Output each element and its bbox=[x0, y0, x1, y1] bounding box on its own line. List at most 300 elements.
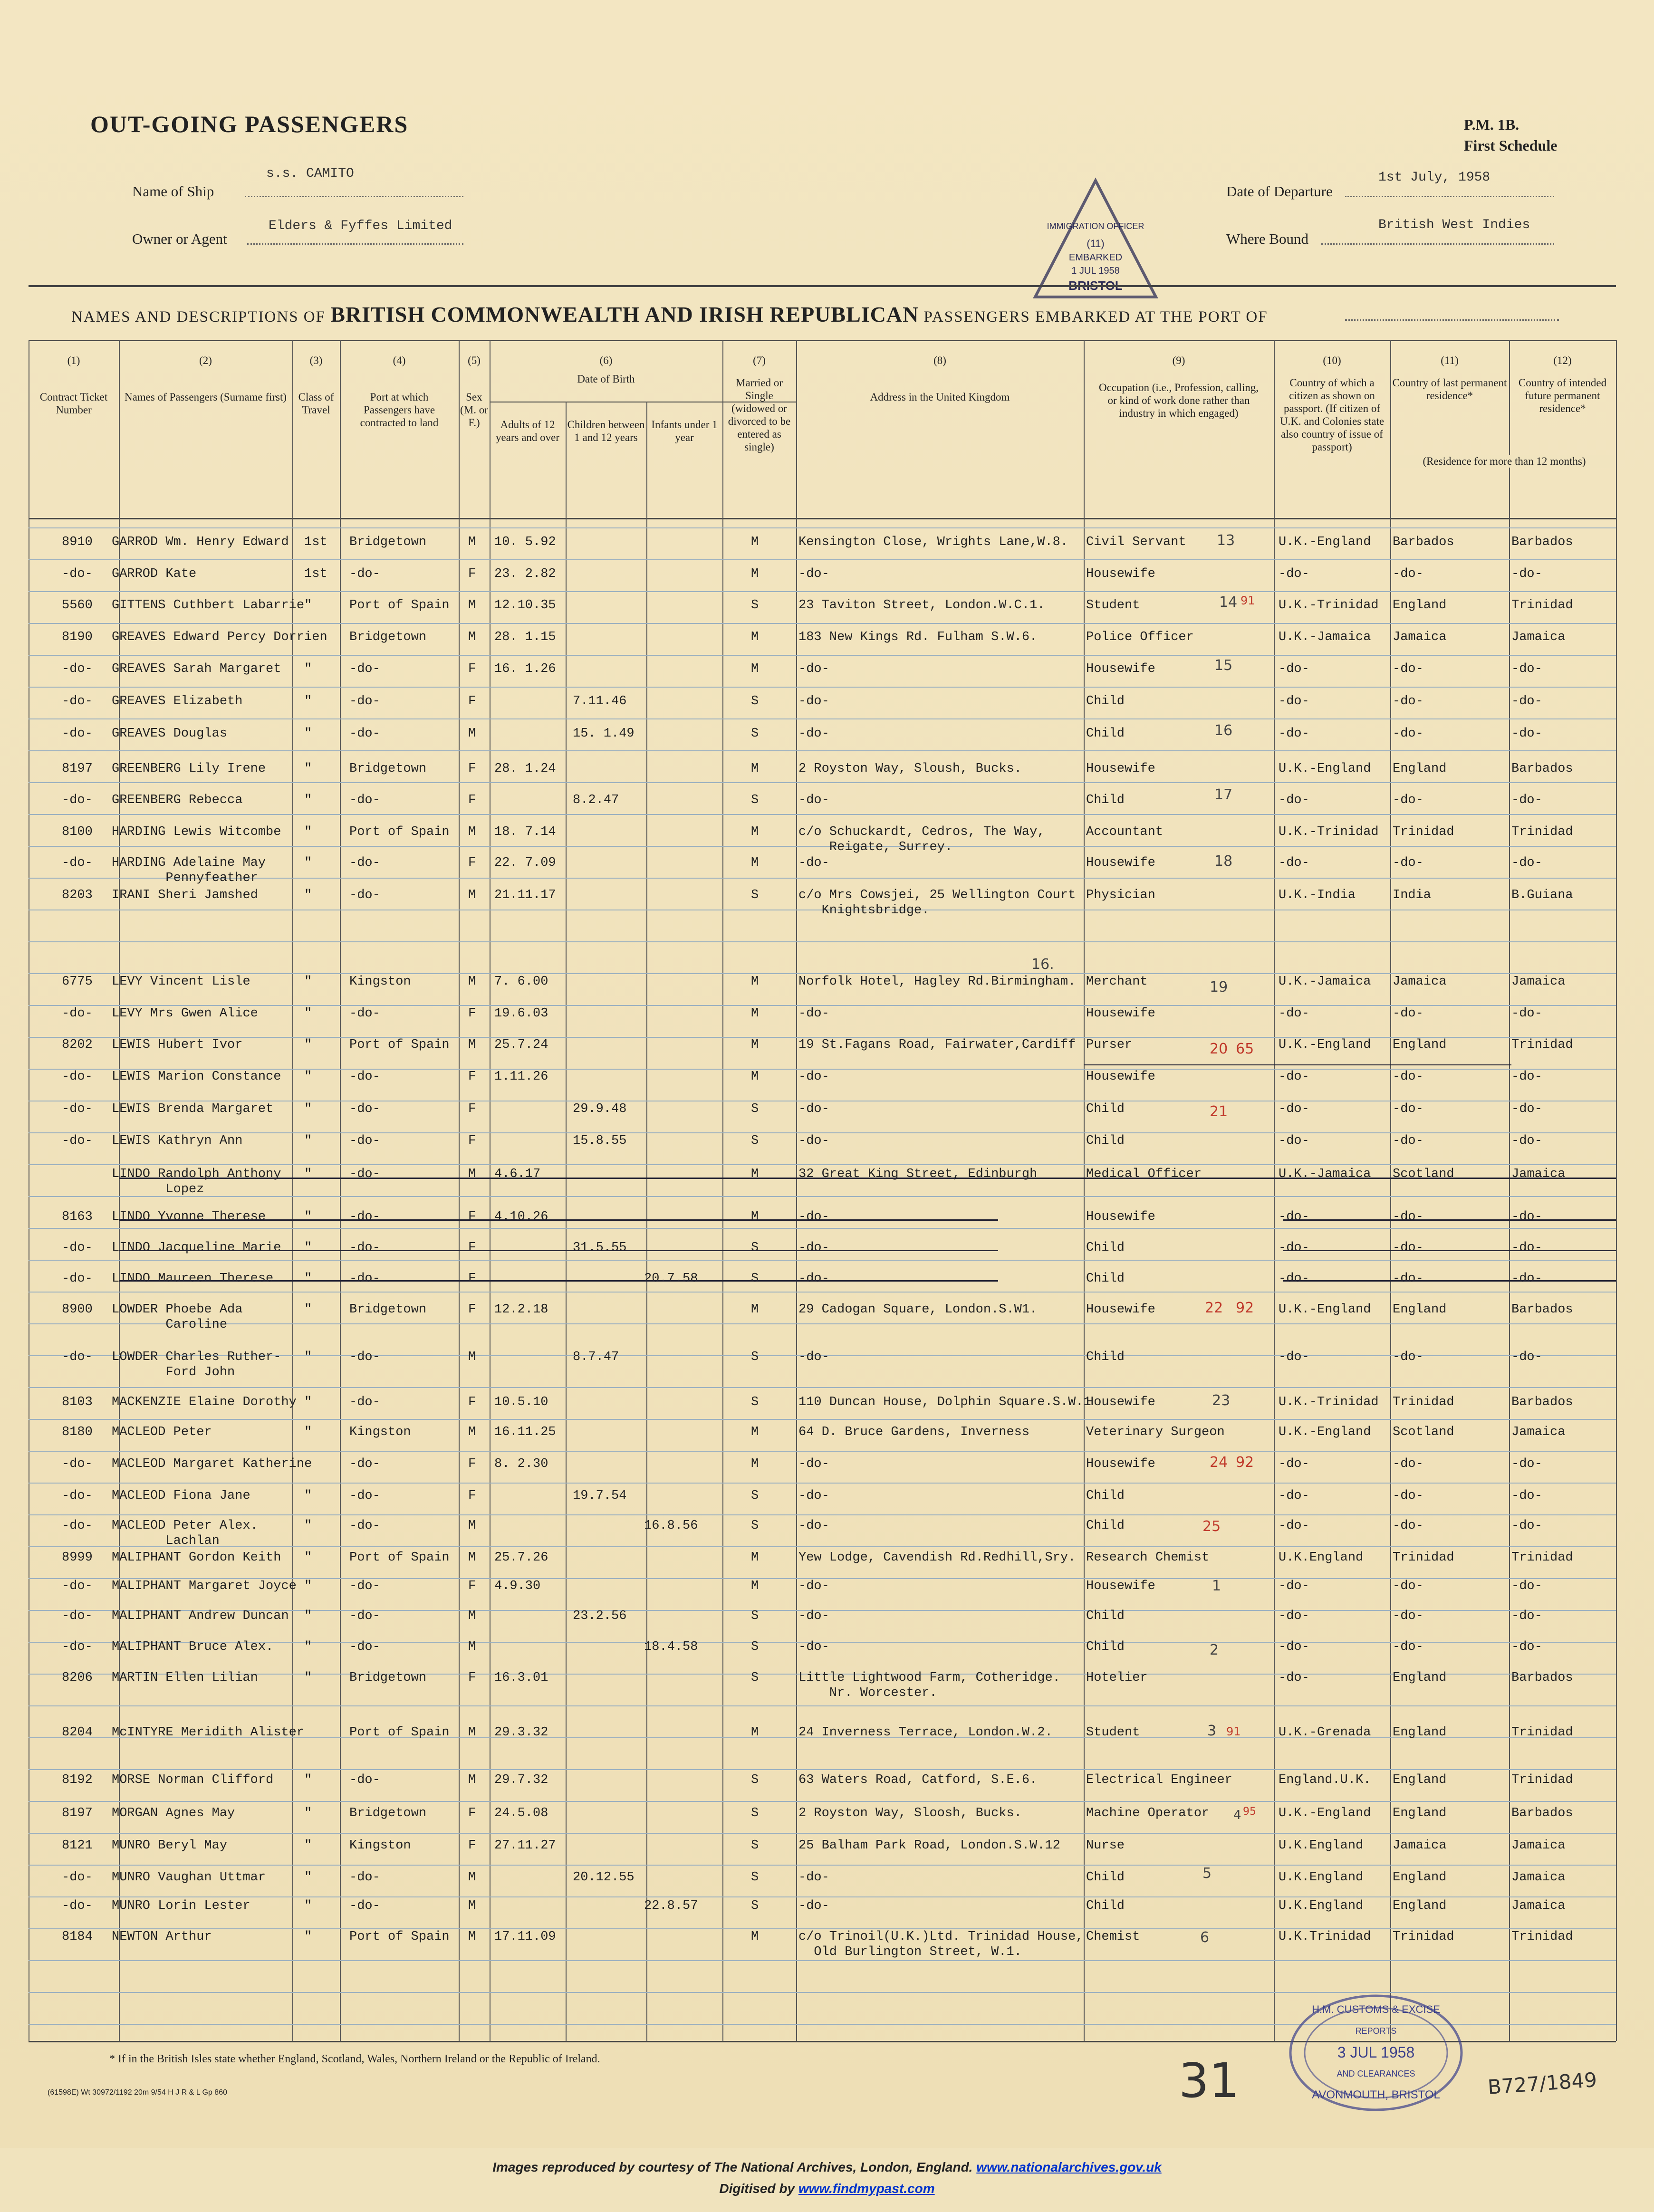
cell-occ: Accountant bbox=[1086, 825, 1164, 839]
cell-name: GREAVES Elizabeth bbox=[112, 694, 243, 709]
cell-ticket: -do- bbox=[62, 1070, 93, 1084]
cell-last: Trinidad bbox=[1393, 1930, 1454, 1944]
cell-ticket: 8103 bbox=[62, 1395, 93, 1409]
strike-line bbox=[1283, 1219, 1616, 1221]
cell-fut: -do- bbox=[1511, 1272, 1542, 1286]
ruled-line bbox=[29, 623, 1616, 624]
cell-occ: Child bbox=[1086, 1899, 1125, 1913]
cell-fut: -do- bbox=[1511, 1489, 1542, 1503]
cell-ms: S bbox=[751, 793, 759, 807]
cell-name: MALIPHANT Margaret Joyce bbox=[112, 1579, 297, 1593]
cell-name: LINDO Jacqueline Marie bbox=[112, 1241, 281, 1255]
annotation-number: 92 bbox=[1236, 1300, 1254, 1316]
annotation-number: 95 bbox=[1243, 1806, 1256, 1818]
cell-cit: U.K.-Jamaica bbox=[1279, 1167, 1371, 1181]
cell-occ: Housewife bbox=[1086, 762, 1155, 776]
cell-name: MALIPHANT Andrew Duncan bbox=[112, 1609, 289, 1623]
port-dotted-line bbox=[1345, 319, 1559, 321]
cell-last: -do- bbox=[1393, 1134, 1423, 1148]
cell-fut: -do- bbox=[1511, 856, 1542, 870]
annotation-number: 1 bbox=[1212, 1578, 1221, 1594]
cell-cit: -do- bbox=[1279, 1070, 1309, 1084]
cell-ms: M bbox=[751, 825, 759, 839]
cell-ms: S bbox=[751, 1640, 759, 1654]
annotation-number: 24 bbox=[1210, 1454, 1228, 1471]
cell-infant: 20.7.58 bbox=[644, 1272, 698, 1286]
immigration-stamp-port: BRISTOL bbox=[1068, 278, 1123, 293]
cell-ticket: 8202 bbox=[62, 1038, 93, 1052]
cell-port: Port of Spain bbox=[349, 1930, 450, 1944]
cell-cit: U.K.-Jamaica bbox=[1279, 975, 1371, 989]
cell-addr: -do- bbox=[798, 727, 829, 741]
cell-addr: 32 Great King Street, Edinburgh bbox=[798, 1167, 1038, 1181]
cell-occ: Housewife bbox=[1086, 1006, 1155, 1021]
cell-cit: -do- bbox=[1279, 727, 1309, 741]
cell-cls: " bbox=[304, 662, 312, 676]
cell-occ: Child bbox=[1086, 727, 1125, 741]
cell-cls: " bbox=[304, 1006, 312, 1021]
strike-line bbox=[119, 1250, 998, 1251]
annotation-number: 23 bbox=[1212, 1392, 1231, 1409]
cell-last: England bbox=[1393, 1806, 1447, 1820]
cell-cls: " bbox=[304, 1579, 312, 1593]
cell-cls: " bbox=[304, 1671, 312, 1685]
cell-fut: -do- bbox=[1511, 1609, 1542, 1623]
cell-ms: M bbox=[751, 856, 759, 870]
cell-last: -do- bbox=[1393, 1006, 1423, 1021]
ruled-line bbox=[29, 1801, 1616, 1802]
cell-port: Port of Spain bbox=[349, 1551, 450, 1565]
cell-name: MACLEOD Fiona Jane bbox=[112, 1489, 250, 1503]
cell-name: McINTYRE Meridith Alister bbox=[112, 1725, 305, 1740]
ruled-line bbox=[29, 1228, 1616, 1229]
cell-name: MACLEOD Peter Alex. Lachlan bbox=[112, 1519, 258, 1548]
cell-occ: Merchant bbox=[1086, 975, 1148, 989]
cell-port: -do- bbox=[349, 1519, 380, 1533]
cell-adult: 4.9.30 bbox=[494, 1579, 541, 1593]
cell-addr: Little Lightwood Farm, Cotheridge. Nr. Worcester. bbox=[798, 1671, 1060, 1700]
cell-port: Kingston bbox=[349, 1839, 411, 1853]
cell-cit: U.K.England bbox=[1279, 1839, 1364, 1853]
cell-ms: M bbox=[751, 1006, 759, 1021]
cell-port: Bridgetown bbox=[349, 762, 427, 776]
cell-name: MUNRO Lorin Lester bbox=[112, 1899, 250, 1913]
cell-last: England bbox=[1393, 1870, 1447, 1885]
cell-fut: Barbados bbox=[1511, 1671, 1573, 1685]
cell-sex: F bbox=[468, 1302, 476, 1317]
cell-ticket: -do- bbox=[62, 856, 93, 870]
cell-last: -do- bbox=[1393, 1272, 1423, 1286]
cell-last: Barbados bbox=[1393, 535, 1454, 549]
cell-ticket: 8184 bbox=[62, 1930, 93, 1944]
form-title: OUT-GOING PASSENGERS bbox=[90, 111, 409, 137]
cell-cit: -do- bbox=[1279, 1134, 1309, 1148]
owner-value: Elders & Fyffes Limited bbox=[269, 219, 452, 233]
cell-name: MORGAN Agnes May bbox=[112, 1806, 235, 1820]
cell-ms: S bbox=[751, 1241, 759, 1255]
cell-fut: Jamaica bbox=[1511, 1167, 1566, 1181]
cell-adult: 7. 6.00 bbox=[494, 975, 548, 989]
cell-addr: -do- bbox=[798, 1609, 829, 1623]
cell-ms: S bbox=[751, 1272, 759, 1286]
cell-cls: " bbox=[304, 1302, 312, 1317]
cell-ms: S bbox=[751, 1899, 759, 1913]
annotation-number: 15 bbox=[1214, 657, 1233, 674]
cell-name: GITTENS Cuthbert Labarrie bbox=[112, 598, 305, 613]
cell-fut: Jamaica bbox=[1511, 1425, 1566, 1439]
cell-cls: " bbox=[304, 1519, 312, 1533]
cell-child: 31.5.55 bbox=[573, 1241, 627, 1255]
cell-adult: 10.5.10 bbox=[494, 1395, 548, 1409]
cell-fut: -do- bbox=[1511, 662, 1542, 676]
cell-cit: -do- bbox=[1279, 1210, 1309, 1224]
cell-port: Port of Spain bbox=[349, 1725, 450, 1740]
cell-fut: -do- bbox=[1511, 1640, 1542, 1654]
cell-cit: U.K.-England bbox=[1279, 1302, 1371, 1317]
cell-occ: Chemist bbox=[1086, 1930, 1140, 1944]
cell-last: -do- bbox=[1393, 1350, 1423, 1364]
ruled-line bbox=[29, 1260, 1616, 1261]
departure-value: 1st July, 1958 bbox=[1378, 170, 1491, 185]
cell-name: LEWIS Hubert Ivor bbox=[112, 1038, 243, 1052]
cell-cls: " bbox=[304, 1134, 312, 1148]
owner-label: Owner or Agent bbox=[132, 230, 227, 247]
cell-ticket: 8197 bbox=[62, 1806, 93, 1820]
cell-adult: 24.5.08 bbox=[494, 1806, 548, 1820]
cell-ticket: 8197 bbox=[62, 762, 93, 776]
cell-last: -do- bbox=[1393, 1519, 1423, 1533]
cell-occ: Veterinary Surgeon bbox=[1086, 1425, 1225, 1439]
immigration-stamp-number: (11) bbox=[1087, 238, 1105, 249]
cell-sex: F bbox=[468, 1395, 476, 1409]
cell-name: LEWIS Brenda Margaret bbox=[112, 1102, 274, 1116]
cell-name: GREAVES Edward Percy Dorrien bbox=[112, 630, 327, 644]
cell-sex: M bbox=[468, 1038, 476, 1052]
cell-ms: S bbox=[751, 1609, 759, 1623]
annotation-number: 13 bbox=[1217, 532, 1235, 549]
cell-sex: F bbox=[468, 1671, 476, 1685]
reference-number: B727/1849 bbox=[1487, 2068, 1598, 2099]
cell-fut: Jamaica bbox=[1511, 975, 1566, 989]
cell-addr: 29 Cadogan Square, London.S.W1. bbox=[798, 1302, 1038, 1317]
col-header-adults: Adults of 12 years and over bbox=[495, 419, 560, 443]
cell-last: England bbox=[1393, 1038, 1447, 1052]
col-header-sex: (5) Sex (M. or F.) bbox=[460, 354, 488, 429]
cell-occ: Child bbox=[1086, 1134, 1125, 1148]
cell-ms: S bbox=[751, 1671, 759, 1685]
cell-name: LEVY Vincent Lisle bbox=[112, 975, 250, 989]
cell-port: Bridgetown bbox=[349, 1671, 427, 1685]
cell-name: MACLEOD Peter bbox=[112, 1425, 212, 1439]
cell-adult: 28. 1.15 bbox=[494, 630, 556, 644]
annotation-number: 91 bbox=[1226, 1725, 1241, 1738]
cell-cls: " bbox=[304, 1070, 312, 1084]
cell-addr: -do- bbox=[798, 694, 829, 709]
cell-sex: F bbox=[468, 762, 476, 776]
cell-port: -do- bbox=[349, 1102, 380, 1116]
cell-occ: Nurse bbox=[1086, 1839, 1125, 1853]
cell-ms: S bbox=[751, 1773, 759, 1787]
cell-adult: 16.3.01 bbox=[494, 1671, 548, 1685]
cell-addr: -do- bbox=[798, 1489, 829, 1503]
col-header-occupation: (9) Occupation (i.e., Profession, calling, or kind of work done rather than industry in which engaged) bbox=[1099, 354, 1259, 419]
cell-fut: -do- bbox=[1511, 727, 1542, 741]
cell-adult: 1.11.26 bbox=[494, 1070, 548, 1084]
cell-adult: 16. 1.26 bbox=[494, 662, 556, 676]
cell-last: Jamaica bbox=[1393, 975, 1447, 989]
col-header-name: (2) Names of Passengers (Surname first) bbox=[124, 354, 287, 403]
cell-last: Trinidad bbox=[1393, 1395, 1454, 1409]
cell-occ: Hotelier bbox=[1086, 1671, 1148, 1685]
cell-occ: Housewife bbox=[1086, 662, 1155, 676]
cell-sex: F bbox=[468, 1457, 476, 1471]
cell-name: GREAVES Douglas bbox=[112, 727, 228, 741]
ruled-line bbox=[29, 1292, 1616, 1293]
national-archives-link[interactable]: www.nationalarchives.gov.uk bbox=[976, 2160, 1162, 2174]
cell-ms: M bbox=[751, 1551, 759, 1565]
cell-port: -do- bbox=[349, 793, 380, 807]
ruled-line bbox=[29, 1546, 1616, 1547]
cell-ms: S bbox=[751, 1519, 759, 1533]
cell-name: GREENBERG Rebecca bbox=[112, 793, 243, 807]
cell-ms: S bbox=[751, 1134, 759, 1148]
annotation-number: 18 bbox=[1214, 853, 1233, 870]
cell-sex: M bbox=[468, 1870, 476, 1885]
cell-cls: " bbox=[304, 1241, 312, 1255]
form-code-text: P.M. 1B. bbox=[1464, 116, 1519, 133]
cell-name: MORSE Norman Clifford bbox=[112, 1773, 274, 1787]
cell-sex: F bbox=[468, 567, 476, 581]
cell-addr: -do- bbox=[798, 1210, 829, 1224]
cell-ms: M bbox=[751, 567, 759, 581]
cell-occ: Child bbox=[1086, 694, 1125, 709]
cell-port: -do- bbox=[349, 727, 380, 741]
cell-ticket: -do- bbox=[62, 1609, 93, 1623]
ruled-line bbox=[29, 1833, 1616, 1834]
cell-cls: " bbox=[304, 825, 312, 839]
cell-child: 19.7.54 bbox=[573, 1489, 627, 1503]
credit-line-2 bbox=[0, 2181, 1654, 2196]
cell-name: MACLEOD Margaret Katherine bbox=[112, 1457, 312, 1471]
cell-occ: Child bbox=[1086, 1272, 1125, 1286]
cell-name: HARDING Adelaine May Pennyfeather bbox=[112, 856, 266, 885]
ruled-line bbox=[29, 814, 1616, 815]
ruled-line bbox=[29, 1419, 1616, 1420]
cell-adult: 12.2.18 bbox=[494, 1302, 548, 1317]
cell-occ: Child bbox=[1086, 1519, 1125, 1533]
cell-cit: -do- bbox=[1279, 1350, 1309, 1364]
annotation-number: 16 bbox=[1214, 722, 1233, 739]
cell-port: -do- bbox=[349, 1489, 380, 1503]
cell-name: LOWDER Phoebe Ada Caroline bbox=[112, 1302, 243, 1332]
cell-occ: Child bbox=[1086, 1609, 1125, 1623]
cell-ms: S bbox=[751, 1870, 759, 1885]
cell-cls: " bbox=[304, 1839, 312, 1853]
cell-cit: -do- bbox=[1279, 694, 1309, 709]
cell-ms: M bbox=[751, 1579, 759, 1593]
cell-cit: U.K.-Grenada bbox=[1279, 1725, 1371, 1740]
cell-cit: -do- bbox=[1279, 1640, 1309, 1654]
departure-label: Date of Departure bbox=[1226, 183, 1333, 200]
customs-stamp-date: 3 JUL 1958 bbox=[1337, 2044, 1415, 2061]
cell-sex: M bbox=[468, 1350, 476, 1364]
cell-port: Port of Spain bbox=[349, 598, 450, 613]
cell-port: -do- bbox=[349, 1272, 380, 1286]
cell-cit: U.K.-England bbox=[1279, 1425, 1371, 1439]
cell-sex: M bbox=[468, 975, 476, 989]
cell-occ: Student bbox=[1086, 598, 1140, 613]
cell-addr: -do- bbox=[798, 1350, 829, 1364]
cell-port: -do- bbox=[349, 1457, 380, 1471]
cell-occ: Child bbox=[1086, 1350, 1125, 1364]
cell-addr: 23 Taviton Street, London.W.C.1. bbox=[798, 598, 1045, 613]
cell-port: -do- bbox=[349, 1210, 380, 1224]
cell-sex: F bbox=[468, 1272, 476, 1286]
cell-sex: M bbox=[468, 825, 476, 839]
cell-ticket: 8206 bbox=[62, 1671, 93, 1685]
cell-name: MALIPHANT Bruce Alex. bbox=[112, 1640, 274, 1654]
cell-adult: 18. 7.14 bbox=[494, 825, 556, 839]
cell-ticket: -do- bbox=[62, 694, 93, 709]
cell-fut: Trinidad bbox=[1511, 1551, 1573, 1565]
cell-name: LEWIS Kathryn Ann bbox=[112, 1134, 243, 1148]
cell-addr: c/o Trinoil(U.K.)Ltd. Trinidad House, Old Burlington Street, W.1. bbox=[798, 1930, 1084, 1959]
cell-ms: M bbox=[751, 630, 759, 644]
cell-fut: -do- bbox=[1511, 1350, 1542, 1364]
ruled-line bbox=[29, 1865, 1616, 1866]
cell-last: -do- bbox=[1393, 1102, 1423, 1116]
cell-port: Port of Spain bbox=[349, 825, 450, 839]
cell-last: Jamaica bbox=[1393, 630, 1447, 644]
residence-note: (Residence for more than 12 months) bbox=[1395, 455, 1614, 468]
annotation-number: 19 bbox=[1210, 979, 1228, 996]
cell-adult: 29.3.32 bbox=[494, 1725, 548, 1740]
heading-bold: BRITISH COMMONWEALTH AND IRISH REPUBLICAN bbox=[330, 302, 919, 326]
annotation-number: 14 bbox=[1219, 594, 1238, 611]
cell-ms: M bbox=[751, 1425, 759, 1439]
cell-addr: Norfolk Hotel, Hagley Rd.Birmingham. bbox=[798, 975, 1076, 989]
annotation-number: 91 bbox=[1240, 594, 1255, 607]
cell-addr: 110 Duncan House, Dolphin Square.S.W.1 bbox=[798, 1395, 1091, 1409]
customs-stamp-port: AVONMOUTH, BRISTOL bbox=[1312, 2088, 1440, 2101]
cell-cls: " bbox=[304, 1806, 312, 1820]
cell-ticket: 8203 bbox=[62, 888, 93, 902]
cell-ms: S bbox=[751, 1350, 759, 1364]
cell-cls: " bbox=[304, 793, 312, 807]
cell-port: -do- bbox=[349, 1070, 380, 1084]
cell-last: -do- bbox=[1393, 1210, 1423, 1224]
annotation-number: 5 bbox=[1202, 1865, 1212, 1882]
cell-port: Port of Spain bbox=[349, 1038, 450, 1052]
annotation-number: 20 bbox=[1210, 1041, 1228, 1057]
col-header-married: (7) Married or Single (widowed or divorced to be entered as single) bbox=[728, 354, 791, 453]
cell-occ: Housewife bbox=[1086, 567, 1155, 581]
cell-port: -do- bbox=[349, 662, 380, 676]
cell-name: LOWDER Charles Ruther- Ford John bbox=[112, 1350, 281, 1379]
cell-addr: 2 Royston Way, Sloush, Bucks. bbox=[798, 762, 1022, 776]
cell-adult: 23. 2.82 bbox=[494, 567, 556, 581]
annotation-number: 65 bbox=[1236, 1041, 1254, 1057]
cell-fut: Barbados bbox=[1511, 762, 1573, 776]
cell-name: MALIPHANT Gordon Keith bbox=[112, 1551, 281, 1565]
cell-cit: -do- bbox=[1279, 1006, 1309, 1021]
cell-ms: M bbox=[751, 1930, 759, 1944]
cell-addr: -do- bbox=[798, 1102, 829, 1116]
cell-cit: U.K.England bbox=[1279, 1899, 1364, 1913]
cell-name: GREAVES Sarah Margaret bbox=[112, 662, 281, 676]
cell-addr: -do- bbox=[798, 1519, 829, 1533]
cell-ticket: -do- bbox=[62, 1899, 93, 1913]
cell-port: -do- bbox=[349, 1241, 380, 1255]
cell-port: -do- bbox=[349, 1870, 380, 1885]
cell-sex: M bbox=[468, 1725, 476, 1740]
cell-port: Kingston bbox=[349, 975, 411, 989]
form-code bbox=[1464, 114, 1557, 156]
strike-line bbox=[1084, 1064, 1511, 1065]
col-divider bbox=[1616, 340, 1617, 2041]
cell-port: -do- bbox=[349, 1899, 380, 1913]
cell-cls: " bbox=[304, 1870, 312, 1885]
cell-fut: -do- bbox=[1511, 1579, 1542, 1593]
cell-last: -do- bbox=[1393, 662, 1423, 676]
cell-ms: M bbox=[751, 1038, 759, 1052]
cell-cls: " bbox=[304, 1489, 312, 1503]
cell-ms: S bbox=[751, 727, 759, 741]
annotation-number: 21 bbox=[1210, 1103, 1228, 1120]
cell-ticket: -do- bbox=[62, 793, 93, 807]
cell-sex: F bbox=[468, 1210, 476, 1224]
cell-sex: M bbox=[468, 535, 476, 549]
cell-name: LEWIS Marion Constance bbox=[112, 1070, 281, 1084]
cell-cit: -do- bbox=[1279, 1609, 1309, 1623]
header-rule bbox=[29, 285, 1616, 287]
cell-ms: S bbox=[751, 1839, 759, 1853]
cell-occ: Police Officer bbox=[1086, 630, 1194, 644]
cell-ticket: 8100 bbox=[62, 825, 93, 839]
cell-last: -do- bbox=[1393, 727, 1423, 741]
table-top-rule bbox=[29, 340, 1616, 341]
cell-last: -do- bbox=[1393, 793, 1423, 807]
cell-ms: S bbox=[751, 888, 759, 902]
annotation-number: 6 bbox=[1200, 1929, 1210, 1946]
cell-cit: U.K.-Trinidad bbox=[1279, 1395, 1379, 1409]
col-header-class: (3) Class of Travel bbox=[298, 354, 334, 416]
cell-addr: Yew Lodge, Cavendish Rd.Redhill,Sry. bbox=[798, 1551, 1076, 1565]
cell-sex: M bbox=[468, 888, 476, 902]
cell-fut: -do- bbox=[1511, 694, 1542, 709]
cell-addr: -do- bbox=[798, 1899, 829, 1913]
cell-last: -do- bbox=[1393, 1609, 1423, 1623]
cell-cls: " bbox=[304, 888, 312, 902]
cell-last: -do- bbox=[1393, 1489, 1423, 1503]
cell-port: -do- bbox=[349, 856, 380, 870]
cell-ticket: -do- bbox=[62, 727, 93, 741]
cell-ticket: -do- bbox=[62, 1519, 93, 1533]
cell-cls: " bbox=[304, 1425, 312, 1439]
cell-sex: F bbox=[468, 1489, 476, 1503]
cell-ticket: -do- bbox=[62, 1457, 93, 1471]
cell-sex: F bbox=[468, 793, 476, 807]
cell-addr: 24 Inverness Terrace, London.W.2. bbox=[798, 1725, 1053, 1740]
cell-ticket: -do- bbox=[62, 1489, 93, 1503]
strike-line bbox=[119, 1219, 998, 1221]
col-divider bbox=[1084, 340, 1085, 2041]
cell-fut: Trinidad bbox=[1511, 1930, 1573, 1944]
findmypast-link[interactable]: www.findmypast.com bbox=[798, 2181, 935, 2196]
cell-sex: F bbox=[468, 662, 476, 676]
strike-line bbox=[1283, 1250, 1616, 1251]
cell-cls: " bbox=[304, 727, 312, 741]
